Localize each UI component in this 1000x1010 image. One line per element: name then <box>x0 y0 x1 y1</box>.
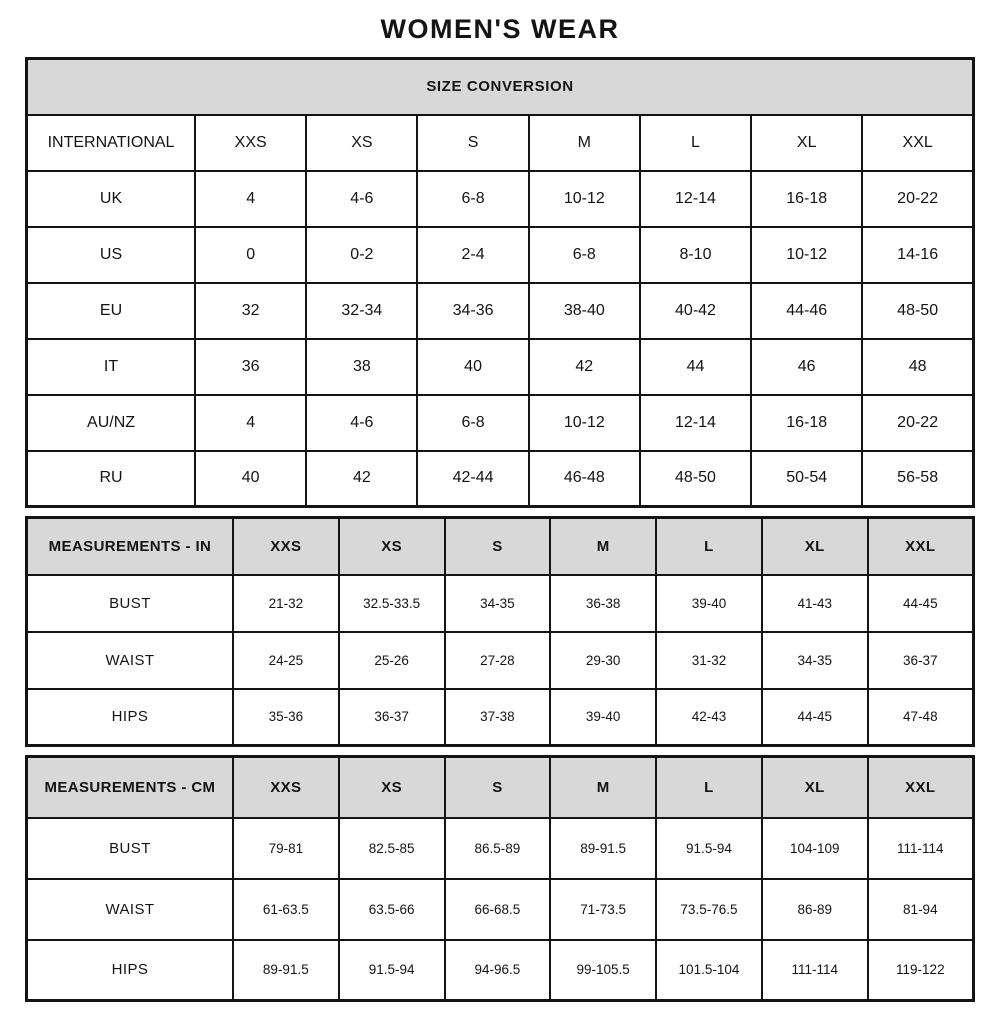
cell-value: 119-122 <box>868 940 974 1001</box>
cell-value: 42-44 <box>417 451 528 507</box>
column-header: XXS <box>195 115 306 171</box>
cell-value: 42-43 <box>656 689 762 746</box>
table-row <box>27 227 974 283</box>
cell-value: 40 <box>417 339 528 395</box>
column-header: M <box>529 115 640 171</box>
cell-value: 89-91.5 <box>550 818 656 879</box>
cell-value: 41-43 <box>762 575 868 632</box>
cell-value: 111-114 <box>762 940 868 1001</box>
table-row <box>27 818 974 879</box>
cell-value: 10-12 <box>529 395 640 451</box>
cell-value: 81-94 <box>868 879 974 940</box>
row-label: AU/NZ <box>27 395 196 451</box>
cell-value: 25-26 <box>339 632 445 689</box>
cell-value: 34-35 <box>762 632 868 689</box>
cell-value: 0 <box>195 227 306 283</box>
row-label: UK <box>27 171 196 227</box>
cell-value: 10-12 <box>751 227 862 283</box>
cell-value: 4 <box>195 395 306 451</box>
table-title-cell: INTERNATIONAL <box>27 115 196 171</box>
cell-value: 40-42 <box>640 283 751 339</box>
table-row <box>27 395 974 451</box>
measurements-in-body <box>27 518 974 746</box>
table-row <box>27 940 974 1001</box>
cell-value: 99-105.5 <box>550 940 656 1001</box>
cell-value: 36 <box>195 339 306 395</box>
cell-value: 46 <box>751 339 862 395</box>
page-title: WOMEN'S WEAR <box>380 14 620 44</box>
cell-value: 89-91.5 <box>233 940 339 1001</box>
cell-value: 39-40 <box>656 575 762 632</box>
cell-value: 82.5-85 <box>339 818 445 879</box>
cell-value: 4-6 <box>306 171 417 227</box>
row-label: BUST <box>27 575 233 632</box>
column-header: XXS <box>233 757 339 818</box>
cell-value: 86-89 <box>762 879 868 940</box>
cell-value: 38-40 <box>529 283 640 339</box>
cell-value: 16-18 <box>751 395 862 451</box>
column-header: S <box>445 757 551 818</box>
table-row <box>27 879 974 940</box>
cell-value: 4 <box>195 171 306 227</box>
cell-value: 4-6 <box>306 395 417 451</box>
cell-value: 44 <box>640 339 751 395</box>
column-header: S <box>445 518 551 575</box>
cell-value: 24-25 <box>233 632 339 689</box>
cell-value: 71-73.5 <box>550 879 656 940</box>
cell-value: 94-96.5 <box>445 940 551 1001</box>
cell-value: 6-8 <box>529 227 640 283</box>
column-header: XL <box>762 757 868 818</box>
cell-value: 39-40 <box>550 689 656 746</box>
column-header: XS <box>339 757 445 818</box>
table-title-cell: MEASUREMENTS - IN <box>27 518 233 575</box>
cell-value: 91.5-94 <box>656 818 762 879</box>
cell-value: 35-36 <box>233 689 339 746</box>
cell-value: 61-63.5 <box>233 879 339 940</box>
cell-value: 14-16 <box>862 227 973 283</box>
row-label: RU <box>27 451 196 507</box>
row-label: WAIST <box>27 632 233 689</box>
cell-value: 66-68.5 <box>445 879 551 940</box>
row-label: US <box>27 227 196 283</box>
size-chart-page <box>25 0 975 1002</box>
size-conversion-body <box>27 59 974 507</box>
table-row <box>27 451 974 507</box>
cell-value: 32.5-33.5 <box>339 575 445 632</box>
measurements-in-table <box>25 516 975 747</box>
row-label: IT <box>27 339 196 395</box>
cell-value: 8-10 <box>640 227 751 283</box>
column-header: L <box>640 115 751 171</box>
cell-value: 16-18 <box>751 171 862 227</box>
cell-value: 32 <box>195 283 306 339</box>
column-header: XS <box>339 518 445 575</box>
column-header: XXL <box>862 115 973 171</box>
table-row <box>27 339 974 395</box>
cell-value: 111-114 <box>868 818 974 879</box>
cell-value: 2-4 <box>417 227 528 283</box>
cell-value: 48-50 <box>862 283 973 339</box>
column-header: XL <box>762 518 868 575</box>
cell-value: 21-32 <box>233 575 339 632</box>
table-row <box>27 171 974 227</box>
measurements-cm-body <box>27 757 974 1001</box>
cell-value: 38 <box>306 339 417 395</box>
table-row <box>27 689 974 746</box>
table-banner: SIZE CONVERSION <box>27 59 974 115</box>
column-header-row <box>27 757 974 818</box>
column-header-row <box>27 518 974 575</box>
column-header: L <box>656 518 762 575</box>
table-row <box>27 632 974 689</box>
cell-value: 48 <box>862 339 973 395</box>
cell-value: 42 <box>306 451 417 507</box>
table-row <box>27 575 974 632</box>
column-header: S <box>417 115 528 171</box>
cell-value: 20-22 <box>862 395 973 451</box>
cell-value: 27-28 <box>445 632 551 689</box>
table-title-cell: MEASUREMENTS - CM <box>27 757 233 818</box>
cell-value: 79-81 <box>233 818 339 879</box>
table-row <box>27 283 974 339</box>
cell-value: 44-45 <box>762 689 868 746</box>
cell-value: 34-35 <box>445 575 551 632</box>
cell-value: 31-32 <box>656 632 762 689</box>
row-label: BUST <box>27 818 233 879</box>
cell-value: 40 <box>195 451 306 507</box>
cell-value: 10-12 <box>529 171 640 227</box>
cell-value: 37-38 <box>445 689 551 746</box>
cell-value: 36-37 <box>868 632 974 689</box>
column-header: M <box>550 757 656 818</box>
cell-value: 50-54 <box>751 451 862 507</box>
cell-value: 42 <box>529 339 640 395</box>
column-header: XS <box>306 115 417 171</box>
row-label: HIPS <box>27 689 233 746</box>
cell-value: 29-30 <box>550 632 656 689</box>
cell-value: 0-2 <box>306 227 417 283</box>
cell-value: 48-50 <box>640 451 751 507</box>
cell-value: 34-36 <box>417 283 528 339</box>
cell-value: 12-14 <box>640 171 751 227</box>
cell-value: 32-34 <box>306 283 417 339</box>
cell-value: 44-45 <box>868 575 974 632</box>
cell-value: 36-37 <box>339 689 445 746</box>
size-conversion-table <box>25 57 975 508</box>
column-header: XL <box>751 115 862 171</box>
measurements-cm-table <box>25 755 975 1002</box>
column-header: M <box>550 518 656 575</box>
cell-value: 36-38 <box>550 575 656 632</box>
cell-value: 101.5-104 <box>656 940 762 1001</box>
row-label: EU <box>27 283 196 339</box>
cell-value: 6-8 <box>417 171 528 227</box>
cell-value: 12-14 <box>640 395 751 451</box>
cell-value: 73.5-76.5 <box>656 879 762 940</box>
cell-value: 6-8 <box>417 395 528 451</box>
cell-value: 46-48 <box>529 451 640 507</box>
column-header: XXL <box>868 757 974 818</box>
row-label: HIPS <box>27 940 233 1001</box>
cell-value: 91.5-94 <box>339 940 445 1001</box>
column-header: XXS <box>233 518 339 575</box>
cell-value: 47-48 <box>868 689 974 746</box>
cell-value: 20-22 <box>862 171 973 227</box>
column-header-row <box>27 115 974 171</box>
cell-value: 63.5-66 <box>339 879 445 940</box>
cell-value: 86.5-89 <box>445 818 551 879</box>
cell-value: 56-58 <box>862 451 973 507</box>
column-header: XXL <box>868 518 974 575</box>
cell-value: 104-109 <box>762 818 868 879</box>
row-label: WAIST <box>27 879 233 940</box>
cell-value: 44-46 <box>751 283 862 339</box>
column-header: L <box>656 757 762 818</box>
